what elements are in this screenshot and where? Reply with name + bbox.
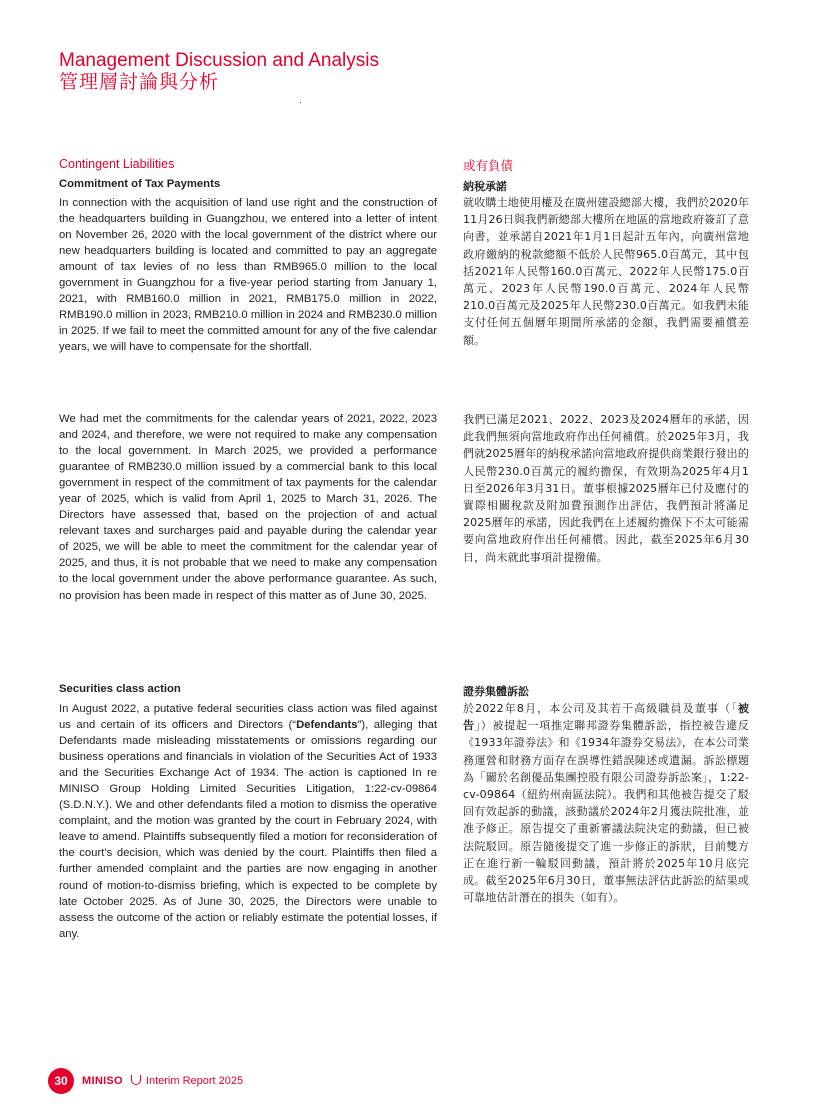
brand-logo-text: MINISO: [82, 1075, 123, 1087]
section-heading-en: Contingent Liabilities: [59, 157, 175, 171]
paragraph-tax-commitment-en: In connection with the acquisition of land use right and the construction of the headquarters building in Guangzhou, we entered into a letter of intent on November 26, 2020 with the local government of the district where our new headquarters building is located and committed to pay an aggregate amount of tax levies of no less than RMB965.0 million to the local government in Guangzhou for a five-year period starting from January 1, 2021, with RMB160.0 million in 2021, RMB175.0 million in 2022, RMB190.0 million in 2023, RMB210.0 million in 2024 and RMB230.0 million in 2025. If we fail to meet the committed amount for any of the five calendar years, we will have to compensate for the shortfall.: [59, 197, 437, 354]
subheading-tax-zh: 納稅承諾: [463, 180, 507, 193]
subheading-tax-en: Commitment of Tax Payments: [59, 178, 221, 190]
securities-text-en-b: ”), alleging that Defendants made misleading misstatements or omissions regarding our business operations and financials in violation of the Securities Act of 1933 and the Securities Exchange Act of 1934. The action is captioned In re MINISO Group Holding Limited Securities Litigation, 1:22-cv-09864 (S.D.N.Y.). We and other defendants filed a motion to dismiss the operative complaint, and the motion was granted by the court in February 2024, with leave to amend. Plaintiffs subsequently filed a motion for reconsideration of the court’s decision, which was denied by the court. Plaintiffs then filed a further amended complaint and the parties are now engaging in another round of motion-to-dismiss briefing, which is expected to be complete by late October 2025. As of June 30, 2025, the Directors were unable to assess the outcome of the action or reliably estimate the potential losses, if any.: [59, 719, 437, 940]
securities-text-zh-b: 」）被提起一項推定聯邦證券集體訴訟，指控被告違反《1933年證券法》和《1934年證券交易法》，在本公司業務運營和財務方面存在誤導性錯誤陳述或遺漏。訴訟標題為「關於名創優品集團控股有限公司證券訴訟案」，1:22-cv-09864（紐約州南區法院）。我們和其他被告提交了駁回有效起訴的動議，該動議於2024年2月獲法院批准，並准予修正。原告提交了重新審議法院決定的動議，但已被法院駁回。原告隨後提交了進一步修正的訴狀，目前雙方正在進行新一輪駁回動議，預計將於2025年10月底完成。截至2025年6月30日，董事無法評估此訴訟的結果或可靠地估計潛在的損失（如有）。: [463, 719, 749, 905]
paragraph-tax-commitment-zh: 就收購土地使用權及在廣州建設總部大樓，我們於2020年11月26日與我們新總部大樓所在地區的當地政府簽訂了意向書，並承諾自2021年1月1日起計五年內，向廣州當地政府繳納的稅款總額不低於人民幣965.0百萬元，其中包括2021年人民幣160.0百萬元、2022年人民幣175.0百萬元、2023年人民幣190.0百萬元、2024年人民幣210.0百萬元及2025年人民幣230.0百萬元。如我們未能支付任何五個曆年期間所承諾的金額，我們需要補償差額。: [463, 196, 749, 347]
paragraph-tax-guarantee-en: We had met the commitments for the calendar years of 2021, 2022, 2023 and 2024, and therefore, we were not required to make any compensation to the local government. In March 2025, we provided a performance guarantee of RMB230.0 million issued by a commercial bank to this local government in respect of the commitment of tax payments for the calendar year of 2025, which is valid from April 1, 2025 to March 31, 2026. The Directors have assessed that, based on the projection of and actual relevant taxes and surcharges paid and payable during the calendar year of 2025, we will be able to meet the commitment for the calendar year of 2025, and thus, it is not probable that we need to make any compensation to the local government under the above performance guarantee. As such, no provision has been made in respect of this matter as of June 30, 2025.: [59, 413, 437, 602]
report-title: Interim Report 2025: [145, 1075, 244, 1087]
securities-text-en-a: In August 2022, a putative federal securities class action was filed against us and certain of its officers and Directors (“: [59, 703, 437, 732]
page-number: 30: [48, 1068, 74, 1094]
page-title-zh: 管理層討論與分析: [59, 71, 220, 93]
page-title-en: Management Discussion and Analysis: [59, 50, 380, 71]
subheading-securities-zh: 證券集體訴訟: [463, 685, 529, 698]
divider-mark: [300, 102, 301, 103]
defendants-term-zh: 被告: [463, 702, 749, 733]
securities-text-zh-a: 於2022年8月，本公司及其若干高級職員及董事（「: [463, 702, 738, 715]
defendants-term-en: Defendants: [296, 719, 358, 732]
paragraph-securities-zh: [463, 700, 749, 906]
paragraph-securities-en: [59, 701, 437, 942]
paragraph-tax-guarantee-zh: 我們已滿足2021、2022、2023及2024曆年的承諾，因此我們無須向當地政府作出任何補償。於2025年3月，我們就2025曆年的納稅承諾向當地政府提供商業銀行發出的人民幣230.0百萬元的履約擔保，有效期為2025年4月1日至2026年3月31日。董事根據2025曆年已付及應付的實際相關稅款及附加費預測作出評估，我們預計將滿足2025曆年的承諾，因此我們在上述履約擔保下不太可能需要向當地政府作出任何補償。因此，截至2025年6月30日，尚未就此事項計提撥備。: [463, 413, 749, 564]
section-heading-zh: 或有負債: [463, 158, 514, 173]
smile-logo-icon: [131, 1076, 141, 1086]
subheading-securities-en: Securities class action: [59, 683, 181, 695]
footer: [48, 1068, 243, 1094]
